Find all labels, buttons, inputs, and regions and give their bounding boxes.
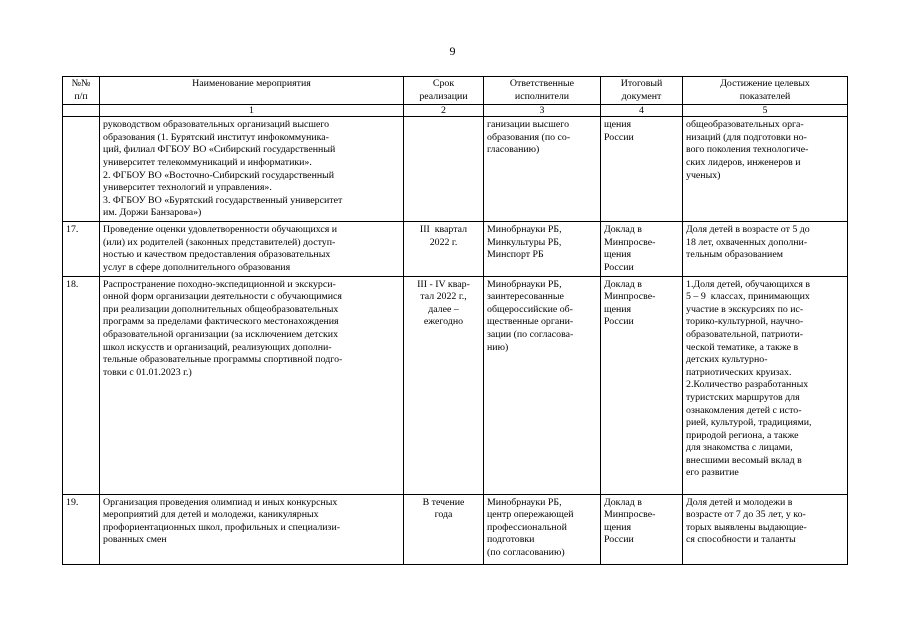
row-document: Доклад в Минпросве- щения России xyxy=(601,276,683,494)
row-event: Распространение походно-экспедиционной и экскурси- онной форм организации деятельности с обучающимися при реализации дополнительных общеобразовательных программ за пределами фактического местонахождения образовательной организации (за исключением детских школ искусств и организаций, реализующих дополни- тельные образовательные программы спортивной подго- товки с 01.01.2023 г.) xyxy=(100,276,404,494)
header-number: №№ п/п xyxy=(63,77,100,105)
column-number: 1 xyxy=(100,105,404,117)
header-term: Срок реализации xyxy=(404,77,484,105)
row-number xyxy=(63,117,100,222)
column-number-spacer xyxy=(63,105,100,117)
table-row xyxy=(63,494,848,564)
header-row xyxy=(63,77,848,105)
row-term: III - IV квар- тал 2022 г., далее – ежегодно xyxy=(404,276,484,494)
row-number: 17. xyxy=(63,222,100,276)
row-responsible: Минобрнауки РБ, заинтересованные общероссийские об- щественные органи- зации (по согласова- нию) xyxy=(484,276,601,494)
row-targets: Доля детей в возрасте от 5 до 18 лет, охваченных дополни- тельным образованием xyxy=(683,222,848,276)
row-responsible: Минобрнауки РБ, центр опережающей профессиональной подготовки (по согласованию) xyxy=(484,494,601,564)
row-document: Доклад в Минпросве- щения России xyxy=(601,494,683,564)
table-row xyxy=(63,117,848,222)
row-targets: 1.Доля детей, обучающихся в 5 – 9 классах, принимающих участие в экскурсиях по ис- торико-культурной, научно- образовательной, патриоти- ческой тематике, а также в детских культурно- патриотических круизах. 2.Количество разработанных туристских маршрутов для ознакомления детей с исто- рией, культурой, традициями, природой региона, а также для знакомства с лицами, внесшими весомый вклад в его развитие xyxy=(683,276,848,494)
row-term xyxy=(404,117,484,222)
header-responsible: Ответственные исполнители xyxy=(484,77,601,105)
row-document: Доклад в Минпросве- щения России xyxy=(601,222,683,276)
table-row xyxy=(63,276,848,494)
column-number: 2 xyxy=(404,105,484,117)
column-number: 4 xyxy=(601,105,683,117)
row-responsible: Минобрнауки РБ, Минкультуры РБ, Минспорт РБ xyxy=(484,222,601,276)
row-number: 18. xyxy=(63,276,100,494)
header-targets: Достижение целевых показателей xyxy=(683,77,848,105)
header-document: Итоговый документ xyxy=(601,77,683,105)
row-term: III квартал 2022 г. xyxy=(404,222,484,276)
row-event: руководством образовательных организаций высшего образования (1. Бурятский институт инфокоммуника- ций, филиал ФГБОУ ВО «Сибирский государственный университет телекоммуникаций и информатики». 2. ФГБОУ ВО «Восточно-Сибирский государственный университет технологий и управления». 3. ФГБОУ ВО «Бурятский государственный университет им. Доржи Банзарова») xyxy=(100,117,404,222)
row-responsible: ганизации высшего образования (по со- гласованию) xyxy=(484,117,601,222)
row-event: Проведение оценки удовлетворенности обучающихся и (или) их родителей (законных представителей) доступ- ностью и качеством предоставления образовательных услуг в сфере дополнительного образования xyxy=(100,222,404,276)
page-number: 9 xyxy=(449,44,456,58)
column-number-row xyxy=(63,105,848,117)
events-table xyxy=(62,76,848,565)
row-document: щения России xyxy=(601,117,683,222)
column-number: 3 xyxy=(484,105,601,117)
row-number: 19. xyxy=(63,494,100,564)
column-number: 5 xyxy=(683,105,848,117)
table-row xyxy=(63,222,848,276)
row-term: В течение года xyxy=(404,494,484,564)
header-event-name: Наименование мероприятия xyxy=(100,77,404,105)
row-targets: Доля детей и молодежи в возрасте от 7 до 35 лет, у ко- торых выявлены выдающие- ся способности и таланты xyxy=(683,494,848,564)
row-targets: общеобразовательных орга- низаций (для подготовки но- вого поколения технологиче- ских лидеров, инженеров и ученых) xyxy=(683,117,848,222)
row-event: Организация проведения олимпиад и иных конкурсных мероприятий для детей и молодежи, каникулярных профориентационных школ, профильных и специализи- рованных смен xyxy=(100,494,404,564)
